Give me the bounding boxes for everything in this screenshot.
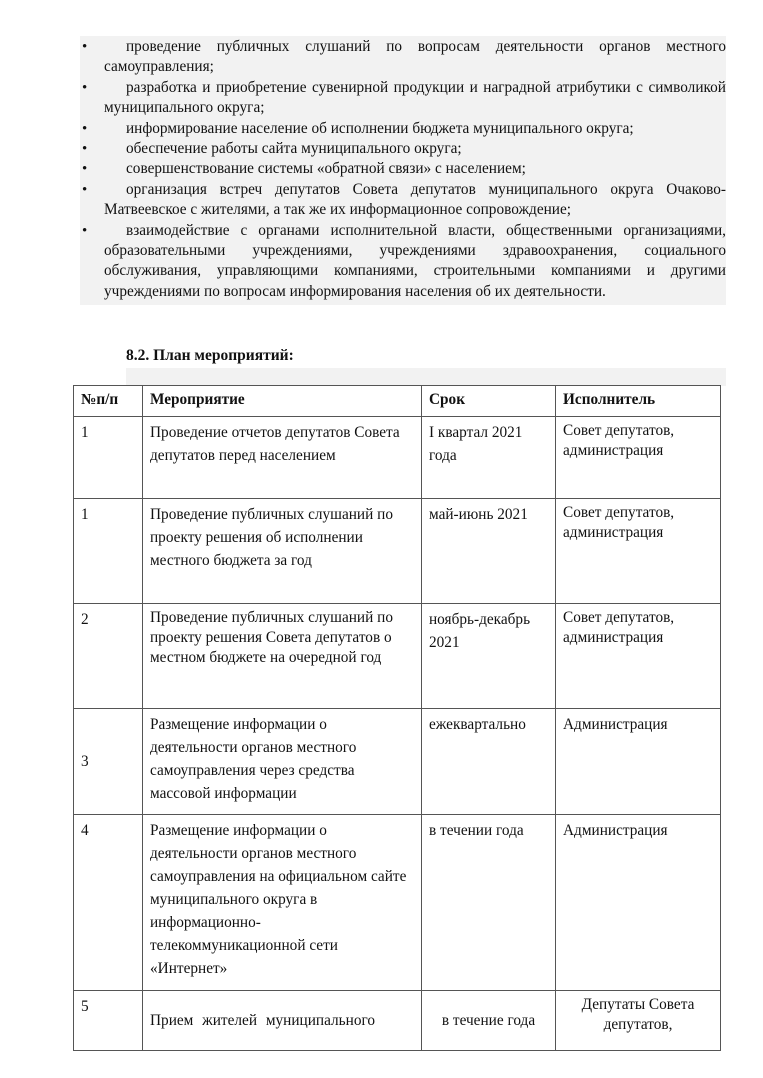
bullet-marker: • bbox=[82, 181, 88, 198]
list-item bbox=[80, 37, 726, 78]
highlight-strip bbox=[126, 368, 726, 386]
section-title: 8.2. План мероприятий: bbox=[126, 347, 294, 364]
header-number: №п/п bbox=[74, 386, 143, 417]
cell-event: Проведение публичных слушаний по проекту решения Совета депутатов о местном бюджете на очередной год bbox=[143, 604, 422, 709]
table-row bbox=[74, 709, 721, 815]
cell-number: 2 bbox=[74, 604, 143, 709]
bullet-marker: • bbox=[82, 222, 88, 239]
bullet-marker: • bbox=[82, 120, 88, 137]
cell-event: Размещение информации о деятельности органов местного самоуправления на официальном сайте муниципального округа в информационно-телекоммуникационной сети «Интернет» bbox=[143, 815, 422, 991]
cell-event: Размещение информации о деятельности органов местного самоуправления через средства массовой информации bbox=[143, 709, 422, 815]
bullet-marker: • bbox=[82, 39, 88, 55]
bullet-text: проведение публичных слушаний по вопросам деятельности органов местного самоуправления; bbox=[104, 38, 726, 76]
bullet-list bbox=[80, 36, 726, 305]
table-row bbox=[74, 499, 721, 604]
cell-event bbox=[143, 991, 422, 1051]
table-row bbox=[74, 991, 721, 1051]
cell-deadline bbox=[422, 991, 556, 1051]
cell-event: Проведение отчетов депутатов Совета депутатов перед населением bbox=[143, 417, 422, 499]
cell-executor: Депутаты Совета депутатов, bbox=[556, 991, 721, 1051]
list-item bbox=[80, 159, 726, 179]
cell-deadline: I квартал 2021 года bbox=[422, 417, 556, 499]
cell-executor: Совет депутатов, администрация bbox=[556, 417, 721, 499]
cell-number: 1 bbox=[74, 499, 143, 604]
cell-executor: Администрация bbox=[556, 709, 721, 815]
list-item bbox=[80, 221, 726, 303]
list-item bbox=[80, 78, 726, 119]
cell-deadline: ноябрь-декабрь 2021 bbox=[422, 604, 556, 709]
cell-number: 4 bbox=[74, 815, 143, 991]
bullet-text: разработка и приобретение сувенирной продукции и наградной атрибутики с символикой муниципального округа; bbox=[104, 78, 726, 117]
bullet-text: информирование население об исполнении бюджета муниципального округа; bbox=[126, 119, 634, 137]
header-event: Мероприятие bbox=[143, 386, 422, 417]
header-executor: Исполнитель bbox=[556, 386, 721, 417]
bullet-marker: • bbox=[82, 161, 88, 178]
table-row bbox=[74, 815, 721, 991]
table-row bbox=[74, 417, 721, 499]
cell-executor: Совет депутатов, администрация bbox=[556, 499, 721, 604]
cell-number: 1 bbox=[74, 417, 143, 499]
plan-table bbox=[73, 385, 721, 1051]
cell-number: 5 bbox=[74, 991, 143, 1051]
header-deadline: Срок bbox=[422, 386, 556, 417]
cell-deadline: ежеквартально bbox=[422, 709, 556, 815]
cell-deadline: май-июнь 2021 bbox=[422, 499, 556, 604]
bullet-text: обеспечение работы сайта муниципального округа; bbox=[126, 140, 462, 158]
cell-deadline-text: в течение года bbox=[441, 1012, 536, 1029]
table-row bbox=[74, 604, 721, 709]
list-item bbox=[80, 119, 726, 139]
bullet-text: организация встреч депутатов Совета депутатов муниципального округа Очаково-Матвеевское с жителями, а так же их информационное сопровождение; bbox=[104, 180, 726, 219]
cell-event-text: Прием жителей муниципального bbox=[150, 1012, 376, 1029]
cell-event: Проведение публичных слушаний по проекту решения об исполнении местного бюджета за год bbox=[143, 499, 422, 604]
bullet-text: взаимодействие с органами исполнительной власти, общественными организациями, образовательными учреждениями, учреждениями здравоохранения, социального обслуживания, управляющими компаниями, строительными компаниями и другими учреждениями по вопросам информирования населения об их деятельности. bbox=[104, 221, 726, 300]
cell-deadline: в течении года bbox=[422, 815, 556, 991]
cell-executor: Администрация bbox=[556, 815, 721, 991]
cell-executor: Совет депутатов, администрация bbox=[556, 604, 721, 709]
bullet-text: совершенствование системы «обратной связи» с населением; bbox=[126, 160, 526, 178]
table-header-row bbox=[74, 386, 721, 417]
list-item bbox=[80, 139, 726, 159]
bullet-marker: • bbox=[82, 79, 88, 96]
list-item bbox=[80, 180, 726, 221]
cell-number: 3 bbox=[74, 709, 143, 815]
bullet-marker: • bbox=[82, 141, 88, 158]
